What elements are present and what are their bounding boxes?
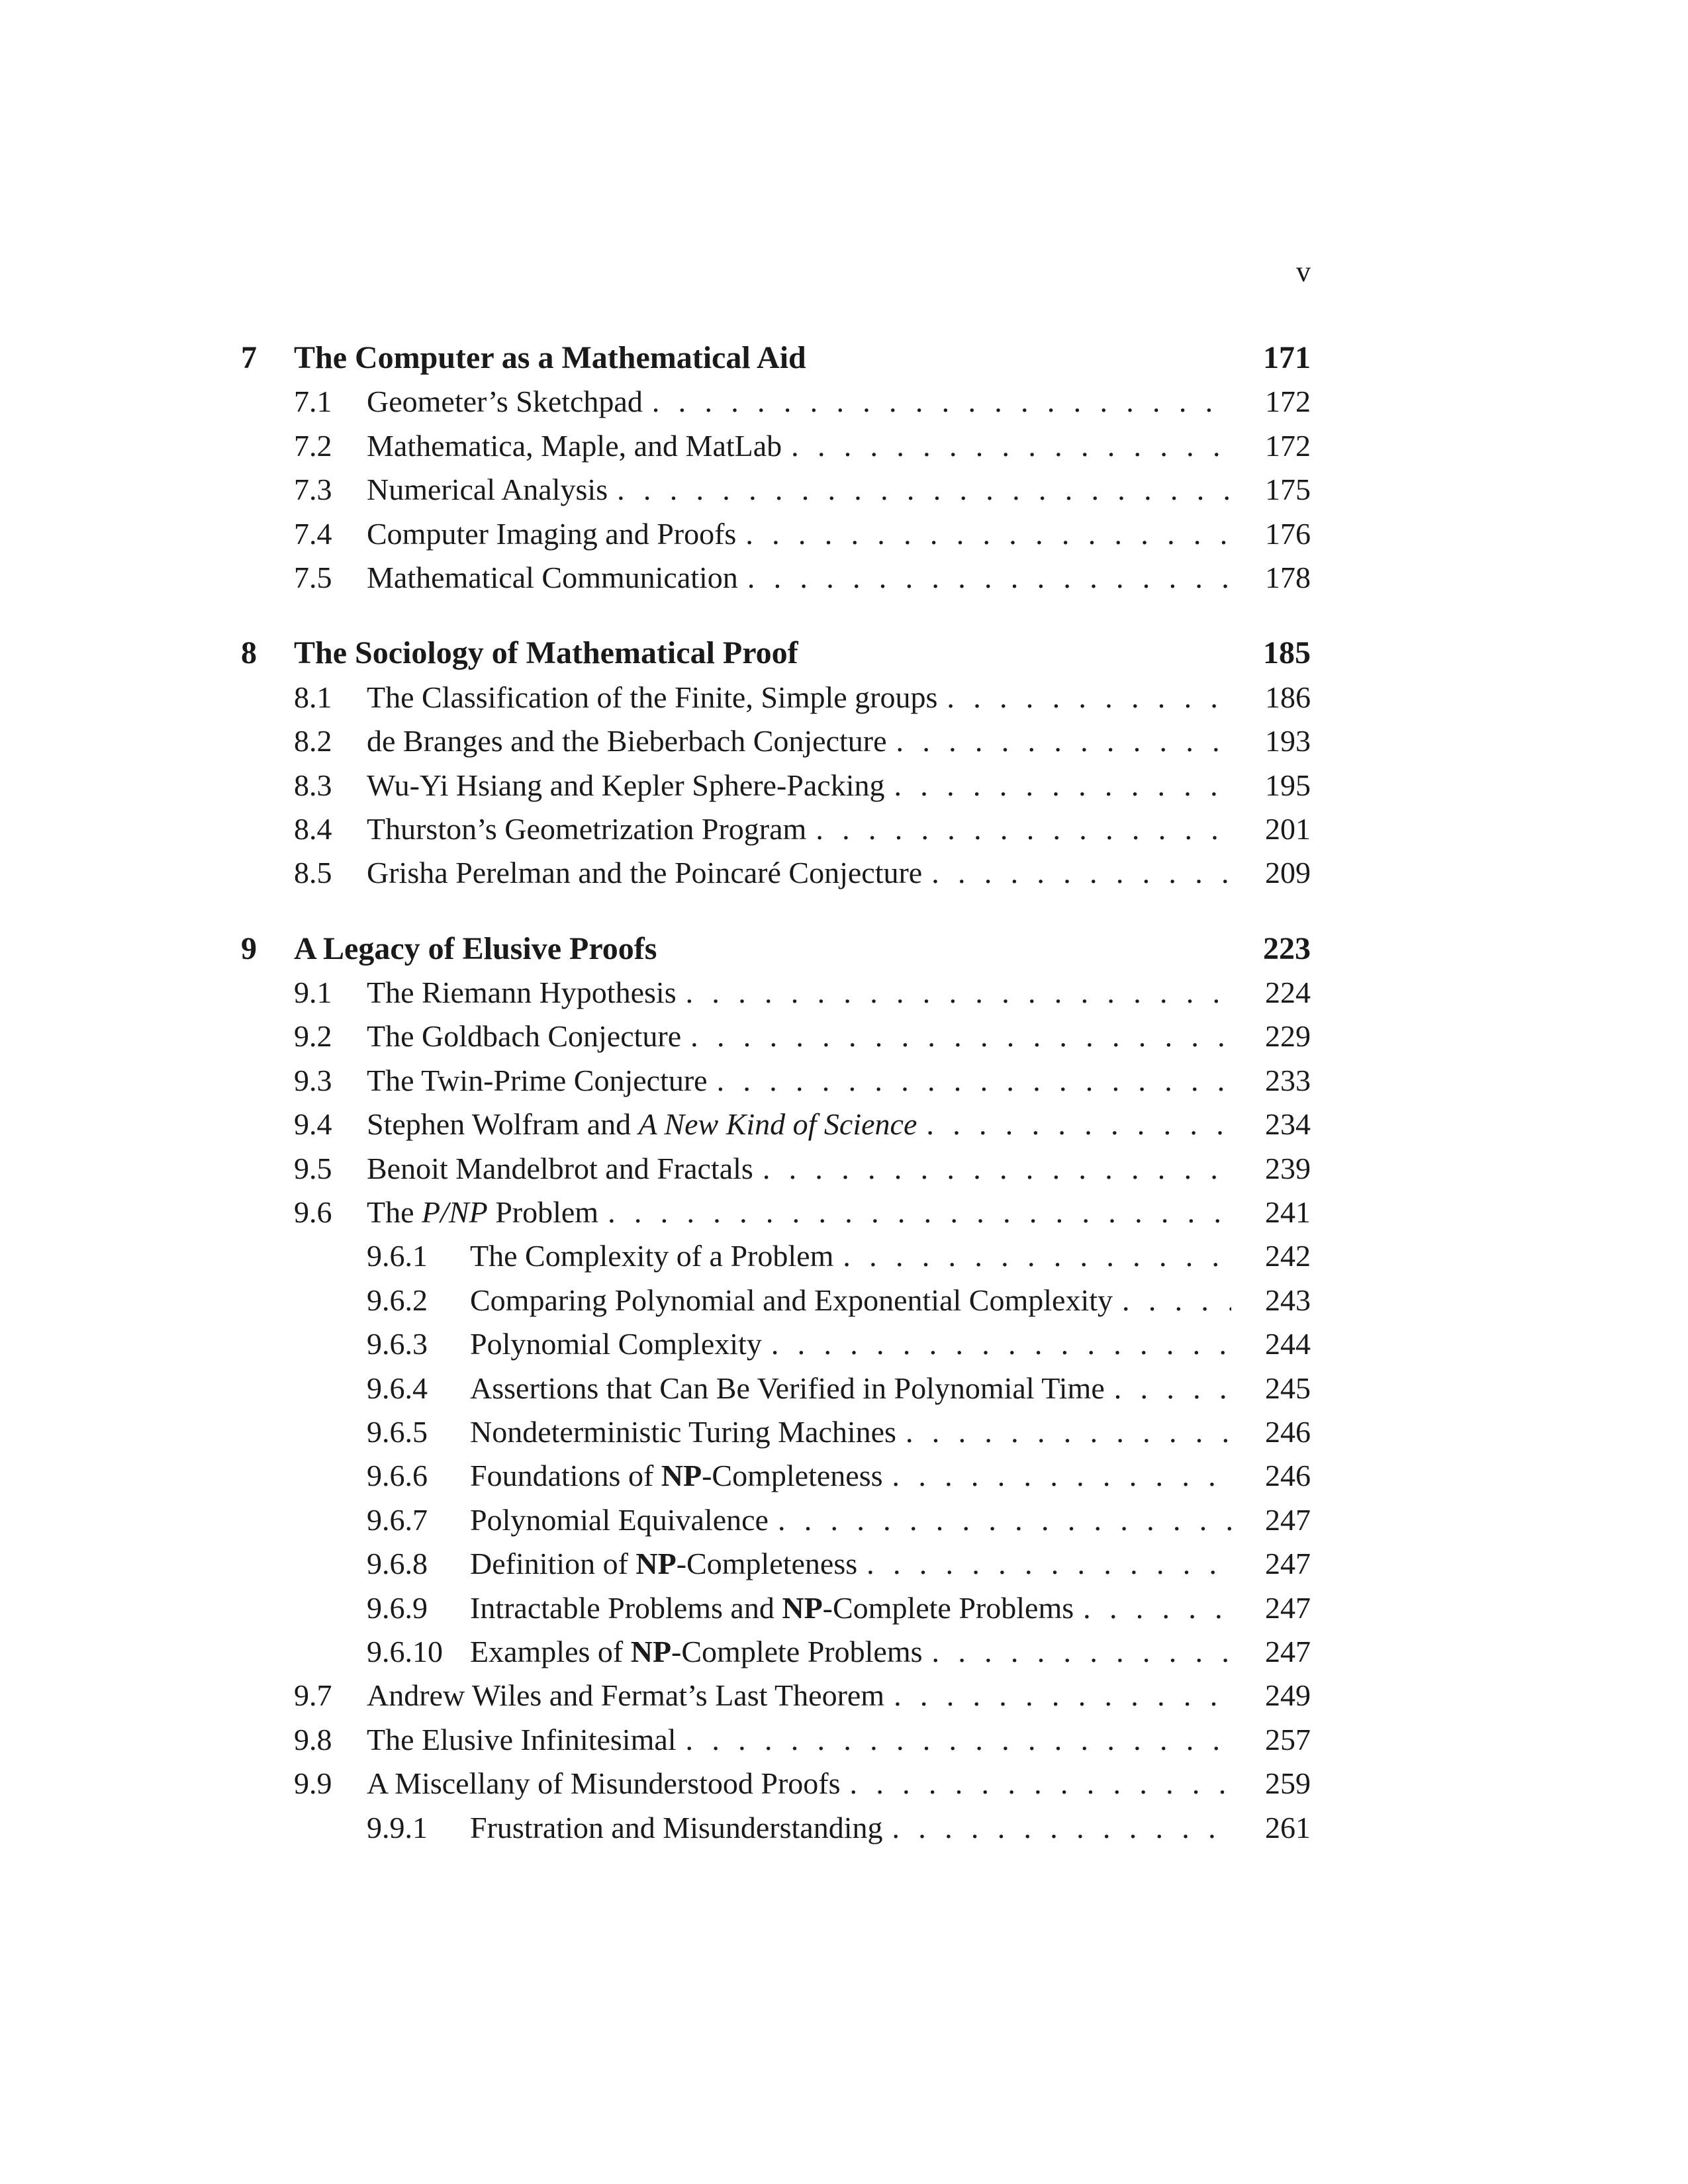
- page-ref: 195: [1265, 768, 1311, 802]
- title-part: NP: [630, 1634, 672, 1668]
- subsection-row[interactable]: [241, 1410, 1311, 1454]
- dot-leader: [887, 719, 1231, 763]
- section-number: 8.4: [294, 811, 332, 846]
- title-part: Definition of: [470, 1547, 636, 1581]
- section-title: de Branges and the Bieberbach Conjecture: [367, 724, 887, 758]
- entry-title-wrap: [367, 512, 1231, 556]
- page-ref: 193: [1265, 724, 1311, 758]
- page-ref: 186: [1265, 680, 1311, 714]
- dot-leader: [753, 1147, 1231, 1191]
- entry-title-wrap: [367, 971, 1231, 1015]
- chapter-block: [241, 631, 1311, 895]
- dot-leader: [598, 1191, 1231, 1234]
- title-part: -Completeness: [676, 1547, 858, 1581]
- dot-leader: [608, 468, 1231, 512]
- section-title: Wu-Yi Hsiang and Kepler Sphere-Packing: [367, 768, 885, 802]
- title-part: Problem: [487, 1195, 599, 1230]
- chapter-title: A Legacy of Elusive Proofs: [294, 931, 657, 966]
- section-title: The Elusive Infinitesimal: [367, 1722, 677, 1756]
- entry-title-wrap: [470, 1630, 1231, 1674]
- dot-leader: [677, 971, 1231, 1015]
- title-part: The: [367, 1195, 422, 1230]
- title-part: A New Kind of Science: [638, 1107, 917, 1142]
- section-row[interactable]: [241, 1147, 1311, 1191]
- title-part: Foundations of: [470, 1459, 661, 1493]
- section-number: 9.9: [294, 1766, 332, 1801]
- section-number: 9.6.6: [367, 1459, 428, 1493]
- title-part: -Completeness: [702, 1459, 883, 1493]
- section-number: 9.8: [294, 1722, 332, 1756]
- entry-title-wrap: [367, 1674, 1231, 1717]
- dot-leader: [937, 676, 1231, 719]
- subsection-row[interactable]: [241, 1806, 1311, 1850]
- section-row[interactable]: [241, 424, 1311, 468]
- entry-title-wrap: [367, 851, 1231, 895]
- subsection-row[interactable]: [241, 1234, 1311, 1278]
- section-row[interactable]: [241, 807, 1311, 851]
- dot-leader: [884, 1674, 1231, 1717]
- dot-leader: [883, 1806, 1232, 1850]
- entry-title-wrap: [294, 631, 1231, 675]
- page-ref: 176: [1265, 516, 1311, 551]
- section-number: 9.6: [294, 1195, 332, 1230]
- dot-leader: [681, 1015, 1231, 1058]
- section-number: 8.3: [294, 768, 332, 802]
- page-ref: 247: [1265, 1547, 1311, 1581]
- dot-leader: [782, 424, 1231, 468]
- page-ref: 261: [1265, 1810, 1311, 1844]
- chapter-row[interactable]: [241, 336, 1311, 380]
- dot-leader: [769, 1498, 1231, 1542]
- entry-title-wrap: [367, 468, 1231, 512]
- entry-title-wrap: [367, 556, 1231, 600]
- section-number: 8.5: [294, 856, 332, 890]
- dot-leader: [677, 1718, 1231, 1762]
- entry-title-wrap: [470, 1322, 1231, 1366]
- entry-title-wrap: [470, 1410, 1231, 1454]
- dot-leader: [917, 1103, 1231, 1146]
- chapter-title: The Sociology of Mathematical Proof: [294, 635, 798, 671]
- section-row[interactable]: [241, 1191, 1311, 1234]
- section-title: A Miscellany of Misunderstood Proofs: [367, 1766, 841, 1801]
- page-ref: 257: [1265, 1722, 1311, 1756]
- chapter-number: 8: [241, 635, 257, 671]
- section-number: 7.4: [294, 516, 332, 551]
- dot-leader: [806, 807, 1231, 851]
- section-title: The Goldbach Conjecture: [367, 1019, 682, 1054]
- section-number: 9.1: [294, 976, 332, 1010]
- entry-title-wrap: [470, 1542, 1231, 1586]
- chapter-number: 7: [241, 340, 257, 375]
- section-number: 7.3: [294, 473, 332, 507]
- subsection-row[interactable]: [241, 1542, 1311, 1586]
- section-row[interactable]: [241, 1015, 1311, 1058]
- entry-title-wrap: [367, 1191, 1231, 1234]
- subsection-row[interactable]: [241, 1367, 1311, 1410]
- dot-leader: [736, 512, 1231, 556]
- entry-title-wrap: [470, 1498, 1231, 1542]
- section-title: Andrew Wiles and Fermat’s Last Theorem: [367, 1678, 885, 1713]
- section-number: 9.6.5: [367, 1414, 428, 1449]
- section-title: Computer Imaging and Proofs: [367, 516, 737, 551]
- section-row[interactable]: [241, 851, 1311, 895]
- page-ref: 246: [1265, 1459, 1311, 1493]
- section-title: Polynomial Equivalence: [470, 1502, 769, 1537]
- entry-title-wrap: [367, 1762, 1231, 1805]
- entry-title-wrap: [367, 764, 1231, 807]
- section-title: Geometer’s Sketchpad: [367, 385, 643, 419]
- section-row[interactable]: [241, 556, 1311, 600]
- section-number: 9.9.1: [367, 1810, 428, 1844]
- page-ref: 246: [1265, 1414, 1311, 1449]
- section-title: Polynomial Complexity: [470, 1327, 762, 1361]
- title-part: Intractable Problems and: [470, 1590, 782, 1625]
- page-ref: 259: [1265, 1766, 1311, 1801]
- chapter-row[interactable]: [241, 631, 1311, 675]
- subsection-row[interactable]: [241, 1322, 1311, 1366]
- section-row[interactable]: [241, 676, 1311, 719]
- entry-title-wrap: [470, 1806, 1231, 1850]
- page-ref: 242: [1265, 1239, 1311, 1273]
- section-title: [367, 1191, 598, 1234]
- dot-leader: [643, 380, 1231, 424]
- section-number: 8.2: [294, 724, 332, 758]
- page-ref: 172: [1265, 385, 1311, 419]
- page-ref: 241: [1265, 1195, 1311, 1230]
- section-title: Nondeterministic Turing Machines: [470, 1414, 896, 1449]
- section-title: The Classification of the Finite, Simple groups: [367, 680, 938, 714]
- section-title: [470, 1542, 857, 1586]
- entry-title-wrap: [367, 719, 1231, 763]
- chapter-block: [241, 336, 1311, 600]
- subsection-row[interactable]: [241, 1454, 1311, 1498]
- page-ref: 175: [1265, 473, 1311, 507]
- entry-title-wrap: [470, 1586, 1231, 1630]
- section-title: Assertions that Can Be Verified in Polynomial Time: [470, 1371, 1105, 1405]
- section-number: 9.2: [294, 1019, 332, 1054]
- dot-leader: [1105, 1367, 1231, 1410]
- section-number: 8.1: [294, 680, 332, 714]
- page-ref: 243: [1265, 1283, 1311, 1317]
- page-ref: 229: [1265, 1019, 1311, 1054]
- page-ref: 178: [1265, 560, 1311, 594]
- table-of-contents: [241, 336, 1311, 1882]
- title-part: Stephen Wolfram and: [367, 1107, 639, 1142]
- page-ref: 247: [1265, 1590, 1311, 1625]
- section-title: Thurston’s Geometrization Program: [367, 811, 807, 846]
- entry-title-wrap: [367, 676, 1231, 719]
- page-number: v: [1296, 255, 1311, 288]
- entry-title-wrap: [470, 1367, 1231, 1410]
- section-row[interactable]: [241, 764, 1311, 807]
- title-part: -Complete Problems: [822, 1590, 1074, 1625]
- section-number: 9.6.3: [367, 1327, 428, 1361]
- section-title: Frustration and Misunderstanding: [470, 1810, 883, 1844]
- entry-title-wrap: [367, 1718, 1231, 1762]
- section-number: 9.6.7: [367, 1502, 428, 1537]
- section-number: 9.6.1: [367, 1239, 428, 1273]
- section-number: 9.7: [294, 1678, 332, 1713]
- section-title: [470, 1454, 883, 1498]
- entry-title-wrap: [367, 807, 1231, 851]
- section-number: 9.6.4: [367, 1371, 428, 1405]
- title-part: NP: [661, 1459, 702, 1493]
- section-row[interactable]: [241, 1103, 1311, 1146]
- page-ref: 247: [1265, 1634, 1311, 1668]
- chapter-block: [241, 927, 1311, 1850]
- dot-leader: [923, 1630, 1231, 1674]
- dot-leader: [896, 1410, 1231, 1454]
- section-title: Benoit Mandelbrot and Fractals: [367, 1151, 753, 1185]
- subsection-row[interactable]: [241, 1630, 1311, 1674]
- section-title: Mathematica, Maple, and MatLab: [367, 428, 782, 463]
- page-ref: 239: [1265, 1151, 1311, 1185]
- page-ref: 245: [1265, 1371, 1311, 1405]
- entry-title-wrap: [470, 1454, 1231, 1498]
- page-ref: 223: [1263, 931, 1311, 966]
- dot-leader: [922, 851, 1231, 895]
- section-row[interactable]: [241, 1762, 1311, 1805]
- section-row[interactable]: [241, 380, 1311, 424]
- chapter-row[interactable]: [241, 927, 1311, 971]
- title-part: -Complete Problems: [671, 1634, 923, 1668]
- page-ref: 171: [1263, 340, 1311, 375]
- entry-title-wrap: [367, 380, 1231, 424]
- page-ref: 247: [1265, 1502, 1311, 1537]
- section-title: The Riemann Hypothesis: [367, 976, 677, 1010]
- section-number: 7.2: [294, 428, 332, 463]
- section-number: 9.3: [294, 1063, 332, 1097]
- dot-leader: [833, 1234, 1231, 1278]
- section-row[interactable]: [241, 1059, 1311, 1103]
- entry-title-wrap: [367, 1147, 1231, 1191]
- section-row[interactable]: [241, 1674, 1311, 1717]
- section-row[interactable]: [241, 719, 1311, 763]
- section-title: Mathematical Communication: [367, 560, 738, 594]
- section-number: 9.4: [294, 1107, 332, 1142]
- page-ref: 172: [1265, 428, 1311, 463]
- entry-title-wrap: [367, 1103, 1231, 1146]
- section-title: Grisha Perelman and the Poincaré Conjecture: [367, 856, 923, 890]
- section-row[interactable]: [241, 1718, 1311, 1762]
- section-number: 9.6.10: [367, 1634, 443, 1668]
- section-title: Comparing Polynomial and Exponential Complexity: [470, 1283, 1113, 1317]
- chapter-number: 9: [241, 931, 257, 966]
- entry-title-wrap: [367, 1015, 1231, 1058]
- entry-title-wrap: [294, 927, 1231, 971]
- section-number: 7.1: [294, 385, 332, 419]
- title-part: Examples of: [470, 1634, 631, 1668]
- dot-leader: [883, 1454, 1231, 1498]
- section-title: [367, 1103, 917, 1146]
- section-number: 9.6.8: [367, 1547, 428, 1581]
- title-part: NP: [635, 1547, 677, 1581]
- dot-leader: [762, 1322, 1231, 1366]
- dot-leader: [1113, 1279, 1231, 1322]
- chapter-title: The Computer as a Mathematical Aid: [294, 340, 806, 375]
- dot-leader: [841, 1762, 1231, 1805]
- subsection-row[interactable]: [241, 1586, 1311, 1630]
- page-ref: 233: [1265, 1063, 1311, 1097]
- section-number: 7.5: [294, 560, 332, 594]
- page-ref: 209: [1265, 856, 1311, 890]
- title-part: NP: [782, 1590, 823, 1625]
- section-row[interactable]: [241, 468, 1311, 512]
- page-ref: 244: [1265, 1327, 1311, 1361]
- dot-leader: [1074, 1586, 1231, 1630]
- section-title: [470, 1586, 1074, 1630]
- section-title: The Twin-Prime Conjecture: [367, 1063, 708, 1097]
- section-row[interactable]: [241, 512, 1311, 556]
- dot-leader: [708, 1059, 1231, 1103]
- section-title: Numerical Analysis: [367, 473, 608, 507]
- section-number: 9.5: [294, 1151, 332, 1185]
- entry-title-wrap: [367, 1059, 1231, 1103]
- section-number: 9.6.2: [367, 1283, 428, 1317]
- title-part: P/NP: [422, 1195, 488, 1230]
- page-ref: 234: [1265, 1107, 1311, 1142]
- entry-title-wrap: [470, 1279, 1231, 1322]
- section-row[interactable]: [241, 971, 1311, 1015]
- section-number: 9.6.9: [367, 1590, 428, 1625]
- section-title: The Complexity of a Problem: [470, 1239, 834, 1273]
- dot-leader: [857, 1542, 1231, 1586]
- page-ref: 185: [1263, 635, 1311, 671]
- dot-leader: [738, 556, 1231, 600]
- page-ref: 224: [1265, 976, 1311, 1010]
- page-ref: 201: [1265, 811, 1311, 846]
- subsection-row[interactable]: [241, 1279, 1311, 1322]
- dot-leader: [885, 764, 1232, 807]
- entry-title-wrap: [367, 424, 1231, 468]
- section-title: [470, 1630, 923, 1674]
- subsection-row[interactable]: [241, 1498, 1311, 1542]
- page-ref: 249: [1265, 1678, 1311, 1713]
- entry-title-wrap: [294, 336, 1231, 380]
- entry-title-wrap: [470, 1234, 1231, 1278]
